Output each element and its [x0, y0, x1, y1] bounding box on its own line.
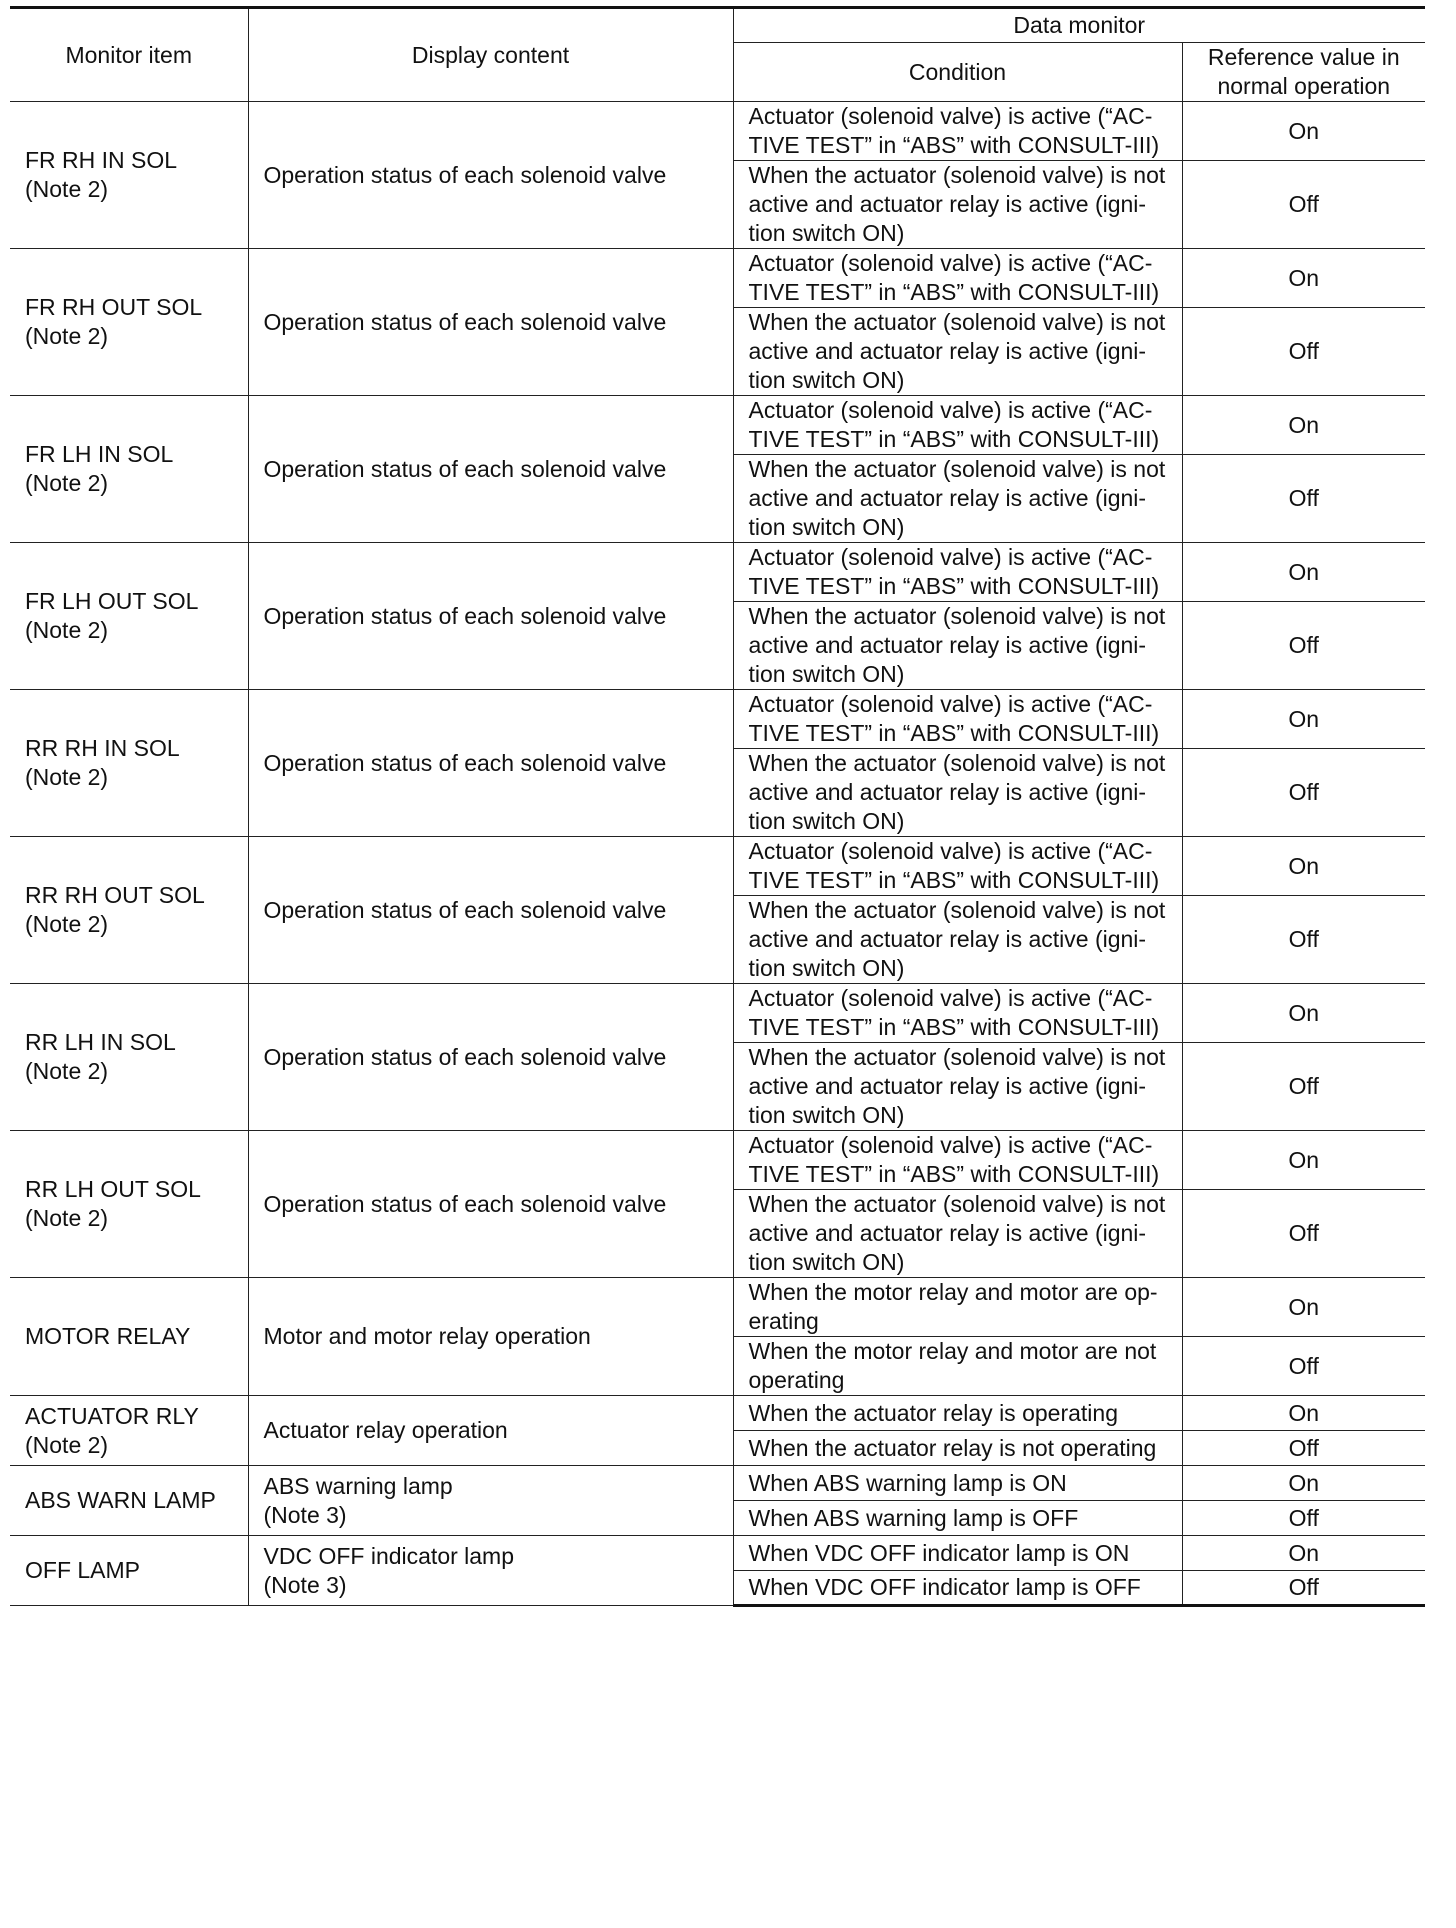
display-content-cell: ABS warning lamp (Note 3) — [248, 1466, 733, 1536]
condition-cell: When the actuator (solenoid valve) is not active and actuator relay is active (igni- tion switch ON) — [733, 1190, 1182, 1278]
table-row — [10, 1396, 1425, 1431]
condition-cell: When ABS warning lamp is OFF — [733, 1501, 1182, 1536]
condition-cell: Actuator (solenoid valve) is active (“AC- TIVE TEST” in “ABS” with CONSULT-III) — [733, 396, 1182, 455]
monitor-item-cell: ABS WARN LAMP — [10, 1466, 248, 1536]
reference-value-cell: On — [1182, 1466, 1425, 1501]
monitor-item-cell: ACTUATOR RLY (Note 2) — [10, 1396, 248, 1466]
display-content-cell: Actuator relay operation — [248, 1396, 733, 1466]
header-condition: Condition — [733, 43, 1182, 102]
table-row — [10, 1466, 1425, 1501]
reference-value-cell: Off — [1182, 1571, 1425, 1606]
condition-cell: Actuator (solenoid valve) is active (“AC- TIVE TEST” in “ABS” with CONSULT-III) — [733, 102, 1182, 161]
monitor-item-cell: FR LH IN SOL (Note 2) — [10, 396, 248, 543]
condition-cell: When the actuator (solenoid valve) is not active and actuator relay is active (igni- tion switch ON) — [733, 749, 1182, 837]
display-content-cell: Operation status of each solenoid valve — [248, 1131, 733, 1278]
display-content-cell: Operation status of each solenoid valve — [248, 396, 733, 543]
table-row — [10, 690, 1425, 749]
table-row — [10, 1536, 1425, 1571]
display-content-cell: VDC OFF indicator lamp (Note 3) — [248, 1536, 733, 1606]
reference-value-cell: On — [1182, 102, 1425, 161]
reference-value-cell: On — [1182, 543, 1425, 602]
condition-cell: When the actuator (solenoid valve) is not active and actuator relay is active (igni- tion switch ON) — [733, 308, 1182, 396]
display-content-cell: Motor and motor relay operation — [248, 1278, 733, 1396]
table-row — [10, 396, 1425, 455]
table-row — [10, 102, 1425, 161]
monitor-item-cell: FR RH OUT SOL (Note 2) — [10, 249, 248, 396]
condition-cell: When the actuator (solenoid valve) is not active and actuator relay is active (igni- tion switch ON) — [733, 455, 1182, 543]
header-display-content: Display content — [248, 8, 733, 102]
condition-cell: When ABS warning lamp is ON — [733, 1466, 1182, 1501]
reference-value-cell: On — [1182, 1131, 1425, 1190]
table-row — [10, 543, 1425, 602]
monitor-item-cell: RR LH OUT SOL (Note 2) — [10, 1131, 248, 1278]
condition-cell: When the motor relay and motor are op- erating — [733, 1278, 1182, 1337]
reference-value-cell: Off — [1182, 455, 1425, 543]
reference-value-cell: On — [1182, 1278, 1425, 1337]
reference-value-cell: Off — [1182, 1501, 1425, 1536]
header-reference-value: Reference value in normal operation — [1182, 43, 1425, 102]
table-row — [10, 837, 1425, 896]
reference-value-cell: Off — [1182, 1337, 1425, 1396]
data-monitor-table-sheet — [10, 6, 1425, 1607]
condition-cell: When the actuator (solenoid valve) is not active and actuator relay is active (igni- tion switch ON) — [733, 161, 1182, 249]
reference-value-cell: On — [1182, 1536, 1425, 1571]
display-content-cell: Operation status of each solenoid valve — [248, 984, 733, 1131]
reference-value-cell: Off — [1182, 1043, 1425, 1131]
table-row — [10, 249, 1425, 308]
table-header — [10, 8, 1425, 102]
table-row — [10, 984, 1425, 1043]
reference-value-cell: On — [1182, 1396, 1425, 1431]
header-monitor-item: Monitor item — [10, 8, 248, 102]
reference-value-cell: On — [1182, 249, 1425, 308]
display-content-cell: Operation status of each solenoid valve — [248, 249, 733, 396]
display-content-cell: Operation status of each solenoid valve — [248, 690, 733, 837]
condition-cell: When VDC OFF indicator lamp is OFF — [733, 1571, 1182, 1606]
monitor-item-cell: FR LH OUT SOL (Note 2) — [10, 543, 248, 690]
reference-value-cell: Off — [1182, 1190, 1425, 1278]
condition-cell: When the motor relay and motor are not operating — [733, 1337, 1182, 1396]
reference-value-cell: On — [1182, 837, 1425, 896]
table-row — [10, 1131, 1425, 1190]
reference-value-cell: On — [1182, 690, 1425, 749]
display-content-cell: Operation status of each solenoid valve — [248, 837, 733, 984]
table-body — [10, 102, 1425, 1606]
reference-value-cell: Off — [1182, 161, 1425, 249]
reference-value-cell: Off — [1182, 602, 1425, 690]
monitor-item-cell: FR RH IN SOL (Note 2) — [10, 102, 248, 249]
condition-cell: Actuator (solenoid valve) is active (“AC- TIVE TEST” in “ABS” with CONSULT-III) — [733, 690, 1182, 749]
condition-cell: When the actuator relay is not operating — [733, 1431, 1182, 1466]
monitor-item-cell: MOTOR RELAY — [10, 1278, 248, 1396]
reference-value-cell: Off — [1182, 749, 1425, 837]
display-content-cell: Operation status of each solenoid valve — [248, 543, 733, 690]
display-content-cell: Operation status of each solenoid valve — [248, 102, 733, 249]
header-data-monitor: Data monitor — [733, 8, 1425, 43]
monitor-item-cell: RR RH IN SOL (Note 2) — [10, 690, 248, 837]
condition-cell: When the actuator (solenoid valve) is not active and actuator relay is active (igni- tion switch ON) — [733, 1043, 1182, 1131]
condition-cell: When the actuator (solenoid valve) is not active and actuator relay is active (igni- tion switch ON) — [733, 602, 1182, 690]
reference-value-cell: On — [1182, 396, 1425, 455]
monitor-item-cell: OFF LAMP — [10, 1536, 248, 1606]
reference-value-cell: Off — [1182, 308, 1425, 396]
condition-cell: When the actuator (solenoid valve) is not active and actuator relay is active (igni- tion switch ON) — [733, 896, 1182, 984]
condition-cell: When VDC OFF indicator lamp is ON — [733, 1536, 1182, 1571]
condition-cell: When the actuator relay is operating — [733, 1396, 1182, 1431]
condition-cell: Actuator (solenoid valve) is active (“AC- TIVE TEST” in “ABS” with CONSULT-III) — [733, 249, 1182, 308]
reference-value-cell: Off — [1182, 1431, 1425, 1466]
table-row — [10, 1278, 1425, 1337]
monitor-item-cell: RR LH IN SOL (Note 2) — [10, 984, 248, 1131]
reference-value-cell: Off — [1182, 896, 1425, 984]
condition-cell: Actuator (solenoid valve) is active (“AC- TIVE TEST” in “ABS” with CONSULT-III) — [733, 543, 1182, 602]
condition-cell: Actuator (solenoid valve) is active (“AC- TIVE TEST” in “ABS” with CONSULT-III) — [733, 984, 1182, 1043]
monitor-item-cell: RR RH OUT SOL (Note 2) — [10, 837, 248, 984]
data-monitor-table — [10, 6, 1425, 1607]
condition-cell: Actuator (solenoid valve) is active (“AC- TIVE TEST” in “ABS” with CONSULT-III) — [733, 837, 1182, 896]
condition-cell: Actuator (solenoid valve) is active (“AC- TIVE TEST” in “ABS” with CONSULT-III) — [733, 1131, 1182, 1190]
reference-value-cell: On — [1182, 984, 1425, 1043]
